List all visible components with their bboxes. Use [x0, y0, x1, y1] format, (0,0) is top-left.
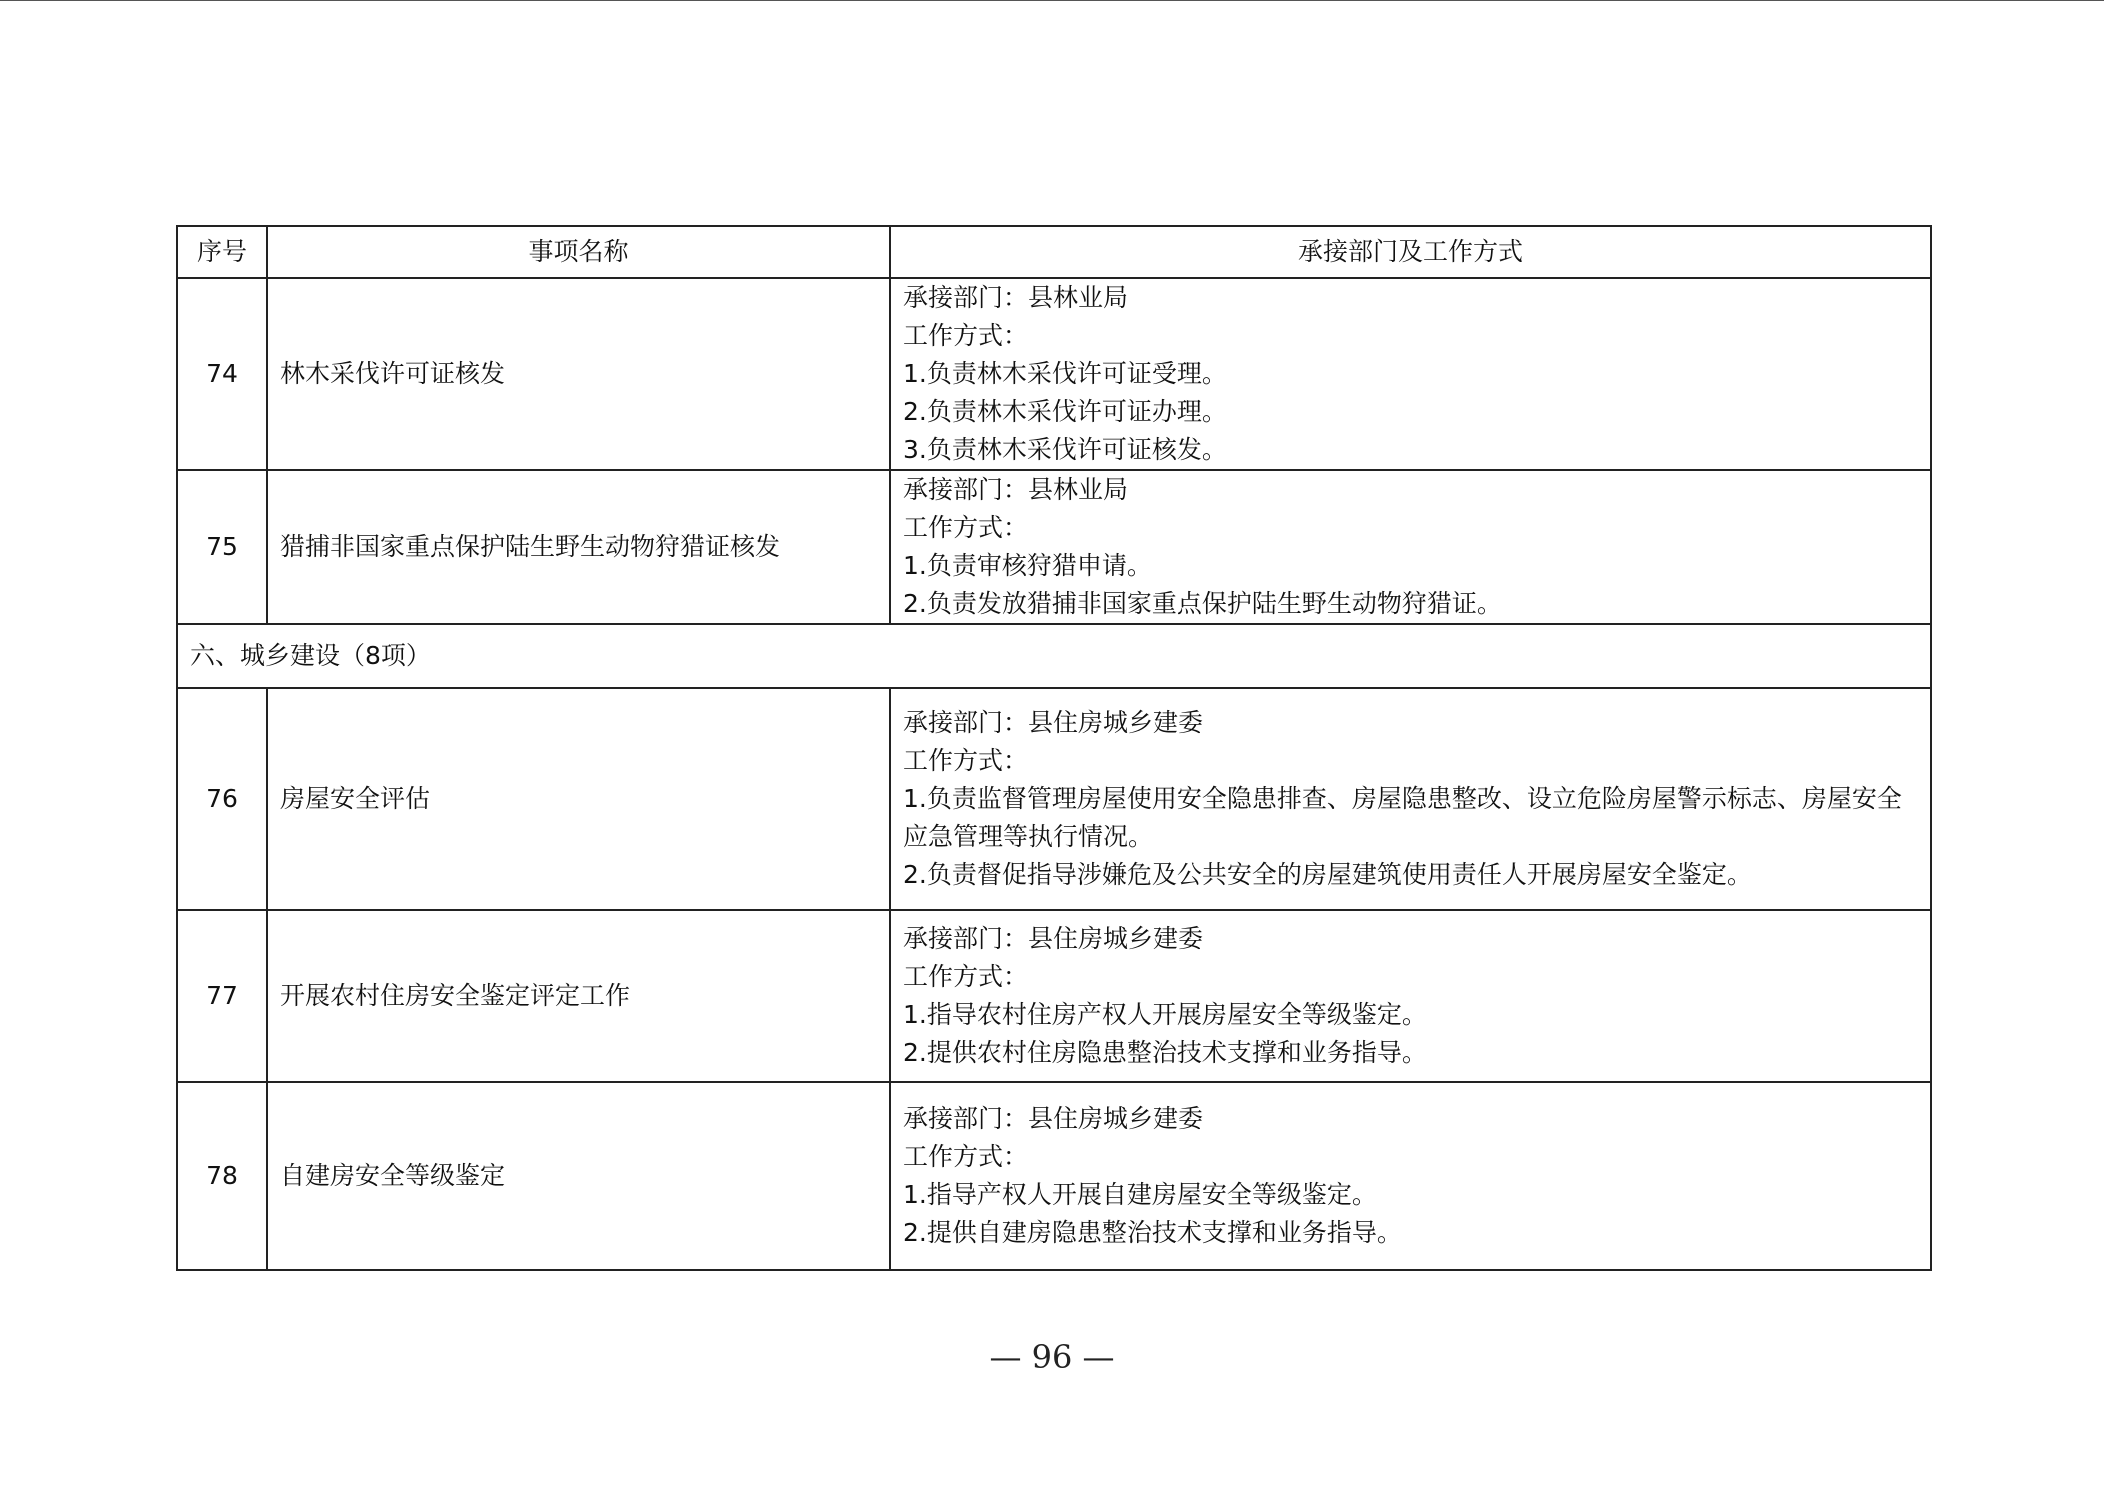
dept-line: 2.提供自建房隐患整治技术支撑和业务指导。 [903, 1218, 1402, 1247]
row-dept-method [890, 910, 1931, 1082]
header-seq: 序号 [177, 226, 267, 278]
dept-line: 1.指导农村住房产权人开展房屋安全等级鉴定。 [903, 1000, 1427, 1029]
row-dept-method [890, 688, 1931, 910]
row-item-name: 开展农村住房安全鉴定评定工作 [267, 910, 890, 1082]
row-dept-method [890, 278, 1931, 470]
dept-line: 1.负责监督管理房屋使用安全隐患排查、房屋隐患整改、设立危险房屋警示标志、房屋安全应急管理等执行情况。 [903, 784, 1902, 851]
dept-line: 承接部门：县住房城乡建委 [903, 708, 1204, 737]
table-row [177, 470, 1931, 624]
section-row [177, 624, 1931, 688]
dept-line: 工作方式： [903, 513, 1029, 542]
page-number: — 96 — [989, 1338, 1115, 1376]
section-heading: 六、城乡建设（8项） [177, 624, 1931, 688]
row-dept-method [890, 1082, 1931, 1270]
row-seq: 77 [177, 910, 267, 1082]
dept-line: 2.提供农村住房隐患整治技术支撑和业务指导。 [903, 1038, 1427, 1067]
dept-line: 承接部门：县住房城乡建委 [903, 924, 1204, 953]
table-row [177, 278, 1931, 470]
header-dept: 承接部门及工作方式 [890, 226, 1931, 278]
dept-line: 2.负责林木采伐许可证办理。 [903, 397, 1227, 426]
row-item-name: 房屋安全评估 [267, 688, 890, 910]
items-table [176, 225, 1932, 1271]
header-name: 事项名称 [267, 226, 890, 278]
dept-line: 1.负责林木采伐许可证受理。 [903, 359, 1227, 388]
dept-line: 工作方式： [903, 1142, 1029, 1171]
table-header-row [177, 226, 1931, 278]
dept-line: 工作方式： [903, 321, 1029, 350]
row-item-name: 林木采伐许可证核发 [267, 278, 890, 470]
dept-line: 工作方式： [903, 746, 1029, 775]
row-seq: 75 [177, 470, 267, 624]
row-seq: 74 [177, 278, 267, 470]
dept-line: 1.指导产权人开展自建房屋安全等级鉴定。 [903, 1180, 1377, 1209]
table-row [177, 1082, 1931, 1270]
row-item-name: 猎捕非国家重点保护陆生野生动物狩猎证核发 [267, 470, 890, 624]
dept-line: 1.负责审核狩猎申请。 [903, 551, 1152, 580]
dept-line: 承接部门：县住房城乡建委 [903, 1104, 1204, 1133]
table-row [177, 910, 1931, 1082]
dept-line: 承接部门：县林业局 [903, 283, 1129, 312]
dept-line: 工作方式： [903, 962, 1029, 991]
dept-line: 3.负责林木采伐许可证核发。 [903, 435, 1227, 464]
top-border-line [0, 0, 2104, 1]
row-seq: 78 [177, 1082, 267, 1270]
row-seq: 76 [177, 688, 267, 910]
row-dept-method [890, 470, 1931, 624]
dept-line: 2.负责督促指导涉嫌危及公共安全的房屋建筑使用责任人开展房屋安全鉴定。 [903, 860, 1752, 889]
table-row [177, 688, 1931, 910]
dept-line: 2.负责发放猎捕非国家重点保护陆生野生动物狩猎证。 [903, 589, 1502, 618]
dept-line: 承接部门：县林业局 [903, 475, 1129, 504]
row-item-name: 自建房安全等级鉴定 [267, 1082, 890, 1270]
